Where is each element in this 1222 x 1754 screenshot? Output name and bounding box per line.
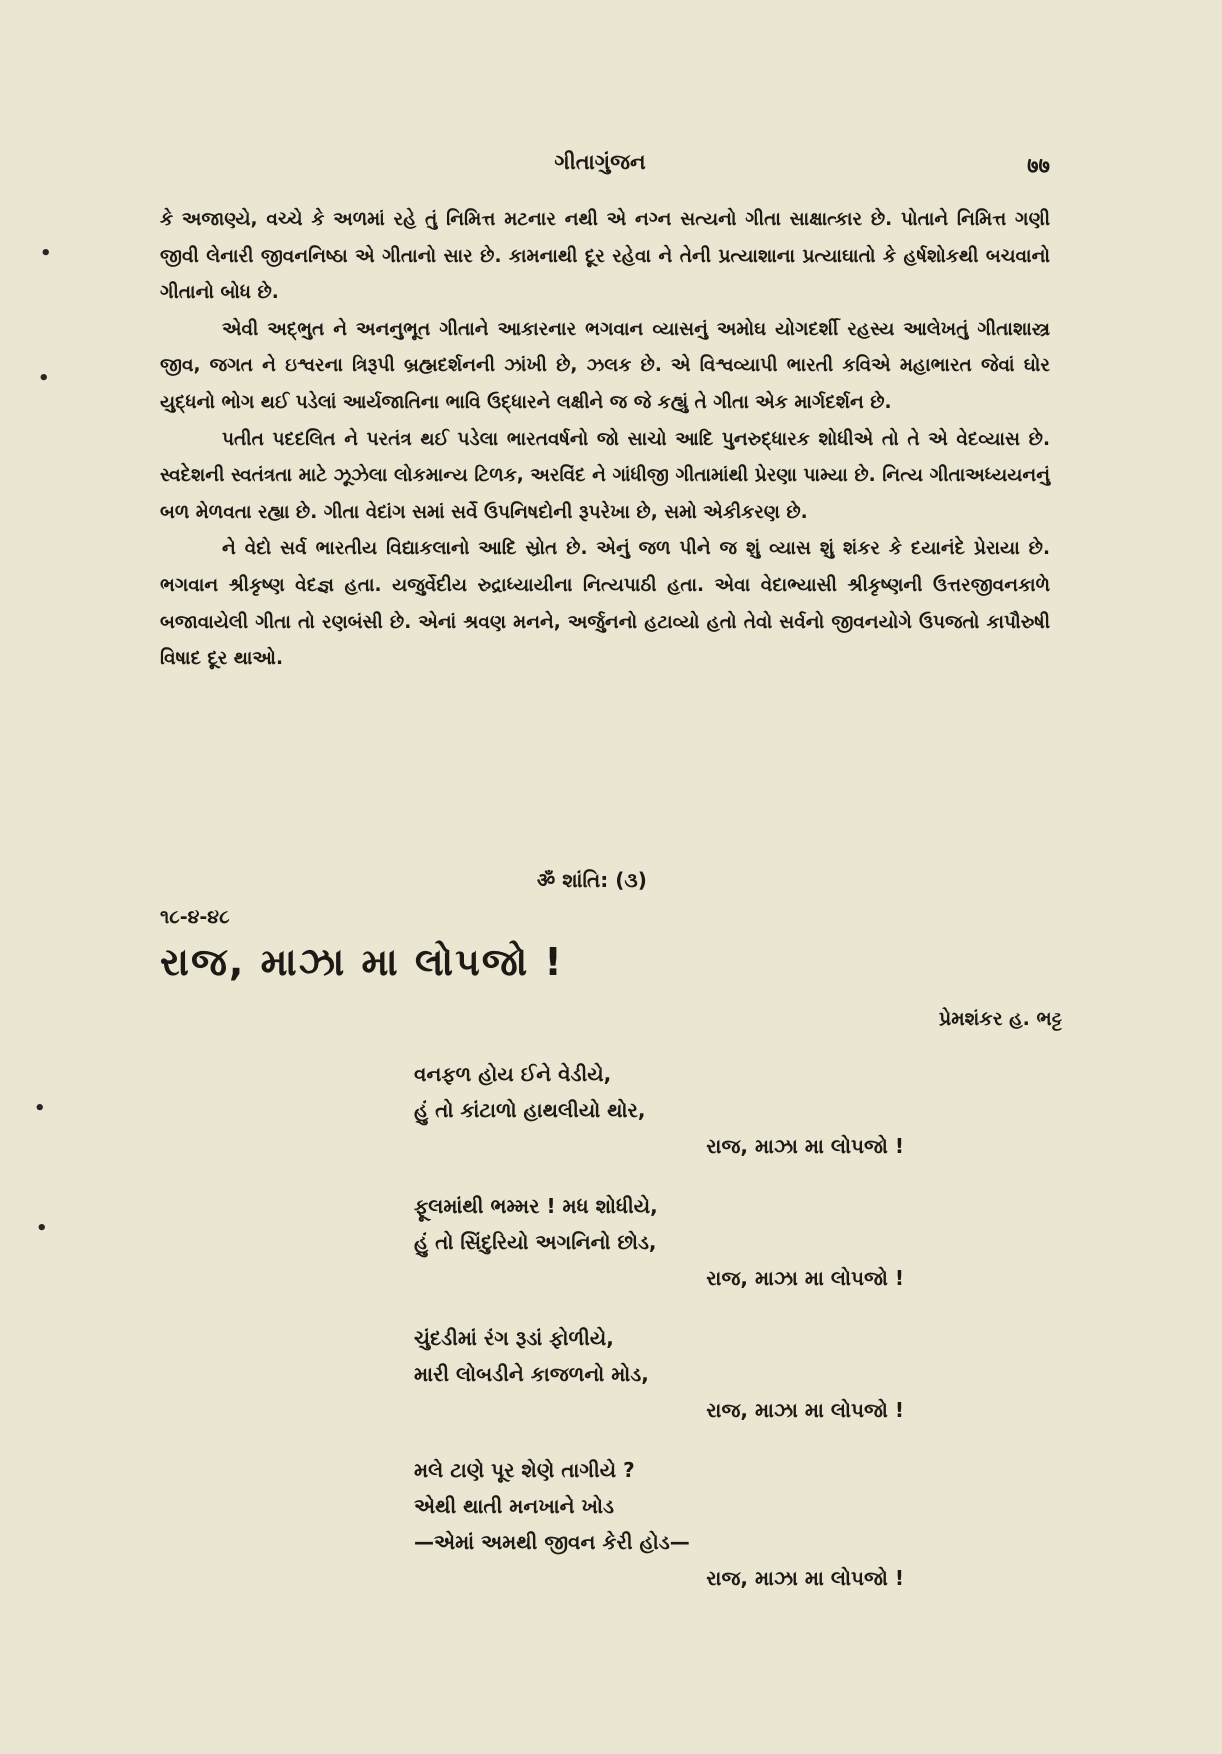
poem-stanza: [414, 1452, 904, 1596]
poem-line: ફૂલમાંથી ભમ્મર ! મધ શોધીયે,: [414, 1194, 658, 1218]
margin-ink-mark: •: [34, 1098, 46, 1119]
date: ૧૮-૪-૪૮: [160, 906, 230, 928]
running-header: [150, 150, 1050, 184]
shanti-line: ॐ શાંતિ: (૩): [537, 868, 647, 892]
poem-line: વનફળ હોય ઈને વેડીયે,: [414, 1062, 612, 1086]
body-paragraph: કે અજાણ્યે, વચ્ચે કે અળમાં રહે તું નિમિત્ત મટનાર નથી એ નગ્ન સત્યનો ગીતા સાક્ષાત્કાર છે. પોતાને નિમિત્ત ગણી જીવી લેનારી જીવનનિષ્ઠા એ ગીતાનો સાર છે. કામનાથી દૂર રહેવા ને તેની પ્રત્યાશાના પ્રત્યાઘાતો કે હર્ષશોકથી બચવાનો ગીતાનો બોધ છે.: [160, 209, 1050, 304]
poem-line: હું તો સિંદુરિયો અગનિનો છોડ,: [414, 1230, 657, 1254]
header-title: ગીતાગુંજન: [554, 150, 646, 174]
poem-title: રાજ, માઝા મા લોપજો !: [160, 940, 564, 984]
poem: [414, 1056, 904, 1620]
poem-line: ચુંદડીમાં રંગ રૂડાં ફોળીયે,: [414, 1326, 614, 1350]
poem-refrain: રાજ, માઝા મા લોપજો !: [706, 1266, 904, 1290]
poem-line: મલે ટાણે પૂર શેણે તાગીયે ?: [414, 1458, 635, 1482]
body-text: [160, 202, 1050, 678]
poem-line: હું તો કાંટાળો હાથલીયો થોર,: [414, 1098, 646, 1122]
page-number: ७७: [1027, 154, 1050, 179]
margin-ink-mark: •: [38, 368, 50, 389]
poem-author: પ્રેમશંકર હ. ભટ્ટ: [938, 1008, 1062, 1030]
poem-refrain: રાજ, માઝા મા લોપજો !: [706, 1566, 904, 1590]
body-paragraph: એવી અદ્ભુત ને અનનુભૂત ગીતાને આકારનાર ભગવાન વ્યાસનું અમોઘ યોગદર્શી રહસ્ય આલેખતું ગીતાશાસ્ત્ર જીવ, જગત ને ઇશ્વરના ત્રિરૂપી બ્રહ્મદર્શનની ઝાંખી છે, ઝલક છે. એ વિશ્વવ્યાપી ભારતી કવિએ મહાભારત જેવાં ઘોર યુદ્ધનો ભોગ થઈ પડેલાં આર્યજાતિના ભાવિ ઉદ્ધારને લક્ષીને જ જે કહ્યું તે ગીતા એક માર્ગદર્શન છે.: [160, 318, 1050, 413]
poem-stanza: [414, 1188, 904, 1296]
margin-ink-mark: •: [36, 1218, 48, 1239]
body-paragraph: પતીત પદદલિત ને પરતંત્ર થઈ પડેલા ભારતવર્ષનો જો સાચો આદિ પુનરુદ્ધારક શોધીએ તો તે એ વેદવ્યાસ છે. સ્વદેશની સ્વતંત્રતા માટે ઝૂઝેલા લોકમાન્ય ટિળક, અરવિંદ ને ગાંધીજી ગીતામાંથી પ્રેરણા પામ્યા છે. નિત્ય ગીતાઅધ્યયનનું બળ મેળવતા રહ્યા છે. ગીતા વેદાંગ સમાં સર્વે ઉપનિષદોની રૂપરેખા છે, સમો એકીકરણ છે.: [160, 428, 1050, 523]
poem-stanza: [414, 1320, 904, 1428]
body-paragraph: ને વેદો સર્વ ભારતીય વિદ્યાકલાનો આદિ સ્રોત છે. એનું જળ પીને જ શું વ્યાસ શું શંકર કે દયાનંદે પ્રેરાયા છે. ભગવાન શ્રીકૃષ્ણ વેદજ્ઞ હતા. યજુર્વેદીય રુદ્રાધ્યાયીના નિત્યપાઠી હતા. એવા વેદાભ્યાસી શ્રીકૃષ્ણની ઉત્તરજીવનકાળે બજાવાયેલી ગીતા તો રણબંસી છે. એનાં શ્રવણ મનને, અર્જુનનો હટાવ્યો હતો તેવો સર્વનો જીવનયોગે ઉપજતો કાપૌરુષી વિષાદ દૂર થાઓ.: [160, 538, 1050, 670]
poem-line: મારી લોબડીને કાજળનો મોડ,: [414, 1362, 649, 1386]
margin-ink-mark: •: [40, 243, 52, 264]
poem-line: —એમાં અમથી જીવન કેરી હોડ—: [414, 1530, 690, 1554]
poem-refrain: રાજ, માઝા મા લોપજો !: [706, 1398, 904, 1422]
poem-stanza: [414, 1056, 904, 1164]
poem-line: એથી થાતી મનખાને ખોડ: [414, 1494, 614, 1518]
poem-refrain: રાજ, માઝા મા લોપજો !: [706, 1134, 904, 1158]
